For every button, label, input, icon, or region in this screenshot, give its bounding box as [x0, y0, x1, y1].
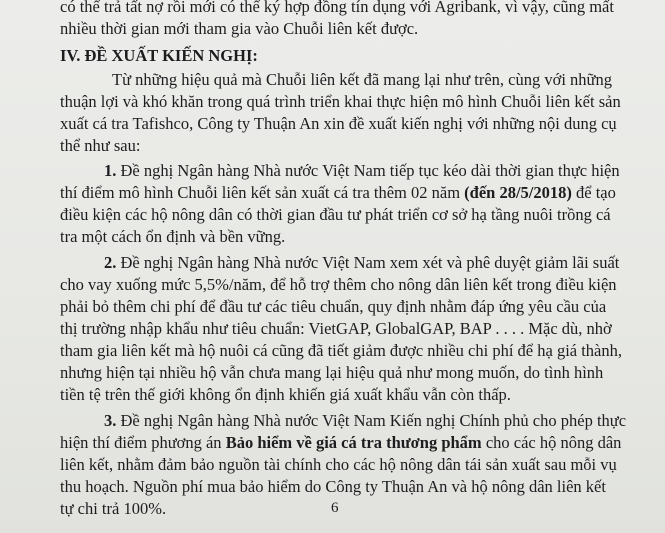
- paragraph-1-line: [60, 183, 616, 203]
- paragraph-1-line: điều kiện các hộ nông dân có thời gian đầu tư phát triển cơ sở hạ tầng nuôi trồng cá: [60, 205, 611, 224]
- text-line: thuận lợi và khó khăn trong quá trình triển khai thực hiện mô hình Chuỗi liên kết sản: [60, 92, 621, 111]
- text-span: Đề nghị Ngân hàng Nhà nước Việt Nam Kiến nghị Chính phủ cho phép thực: [116, 411, 627, 430]
- paragraph-3-line: tự chi trả 100%.: [60, 499, 167, 518]
- paragraph-number: 1.: [104, 161, 117, 180]
- paragraph-2-line: phải bỏ thêm chi phí để đầu tư các tiêu chuẩn, quy định nhằm đáp ứng yêu cầu của: [60, 297, 607, 316]
- text-span: hiện thí điểm phương án: [60, 433, 226, 452]
- paragraph-2-line: thị trường nhập khẩu như tiêu chuẩn: VietGAP, GlobalGAP, BAP . . . . Mặc dù, nhờ: [60, 319, 612, 338]
- text-span: để tạo: [571, 183, 616, 202]
- paragraph-3-line: thu hoạch. Nguồn phí mua bảo hiểm do Công ty Thuận An và hộ nông dân liên kết: [60, 477, 606, 496]
- page-number: 6: [331, 500, 339, 516]
- text-line: xuất cá tra Tafishco, Công ty Thuận An xin đề xuất kiến nghị với những nội dung cụ: [60, 114, 617, 133]
- paragraph-number: 2.: [104, 253, 117, 272]
- text-span: Đề nghị Ngân hàng Nhà nước Việt Nam tiếp tục kéo dài thời gian thực hiện: [116, 161, 620, 180]
- bold-date: (đến 28/5/2018): [464, 183, 572, 202]
- paragraph-3-line: [60, 433, 621, 453]
- text-line: thể như sau:: [60, 136, 141, 155]
- text-span: cho các hộ nông dân: [481, 433, 622, 452]
- paragraph-2-line: [104, 253, 619, 273]
- text-span: Đề nghị Ngân hàng Nhà nước Việt Nam xem xét và phê duyệt giảm lãi suất: [116, 253, 620, 272]
- text-line: nhiều thời gian mới tham gia vào Chuỗi liên kết được.: [60, 19, 419, 38]
- text-line: Từ những hiệu quả mà Chuỗi liên kết đã mang lại như trên, cùng với những: [112, 70, 612, 89]
- paragraph-2-line: nhưng hiện tại nhiều hộ vẫn chưa mang lại hiệu quả như mong muốn, do tình hình: [60, 363, 604, 382]
- paragraph-2-line: cho vay xuống mức 5,5%/năm, để hỗ trợ thêm cho nông dân liên kết trong điều kiện: [60, 275, 617, 294]
- text-line: có thể trả tất nợ rồi mới có thể ký hợp đồng tín dụng với Agribank, vì vậy, cũng mất: [60, 0, 614, 16]
- paragraph-number: 3.: [104, 411, 117, 430]
- paragraph-2-line: tham gia liên kết mà hộ nuôi cá cũng đã tiết giảm được nhiều chi phí để hạ giá thành,: [60, 341, 623, 360]
- paragraph-1-line: tra một cách ổn định và bền vững.: [60, 227, 286, 246]
- paragraph-2-line: tiền tệ trên thế giới không ổn định khiến giá xuất khẩu vẫn còn thấp.: [60, 385, 511, 404]
- paragraph-3-line: liên kết, nhằm đảm bảo nguồn tài chính cho các hộ nông dân tái sản xuất sau mỗi vụ: [60, 455, 617, 474]
- section-heading: IV. ĐỀ XUẤT KIẾN NGHỊ:: [60, 46, 258, 65]
- paragraph-1-line: [104, 161, 620, 181]
- text-span: thí điểm mô hình Chuỗi liên kết sản xuất cá tra thêm 02 năm: [60, 183, 465, 202]
- paragraph-3-line: [104, 411, 626, 431]
- bold-phrase: Bảo hiểm về giá cá tra thương phẩm: [225, 433, 482, 452]
